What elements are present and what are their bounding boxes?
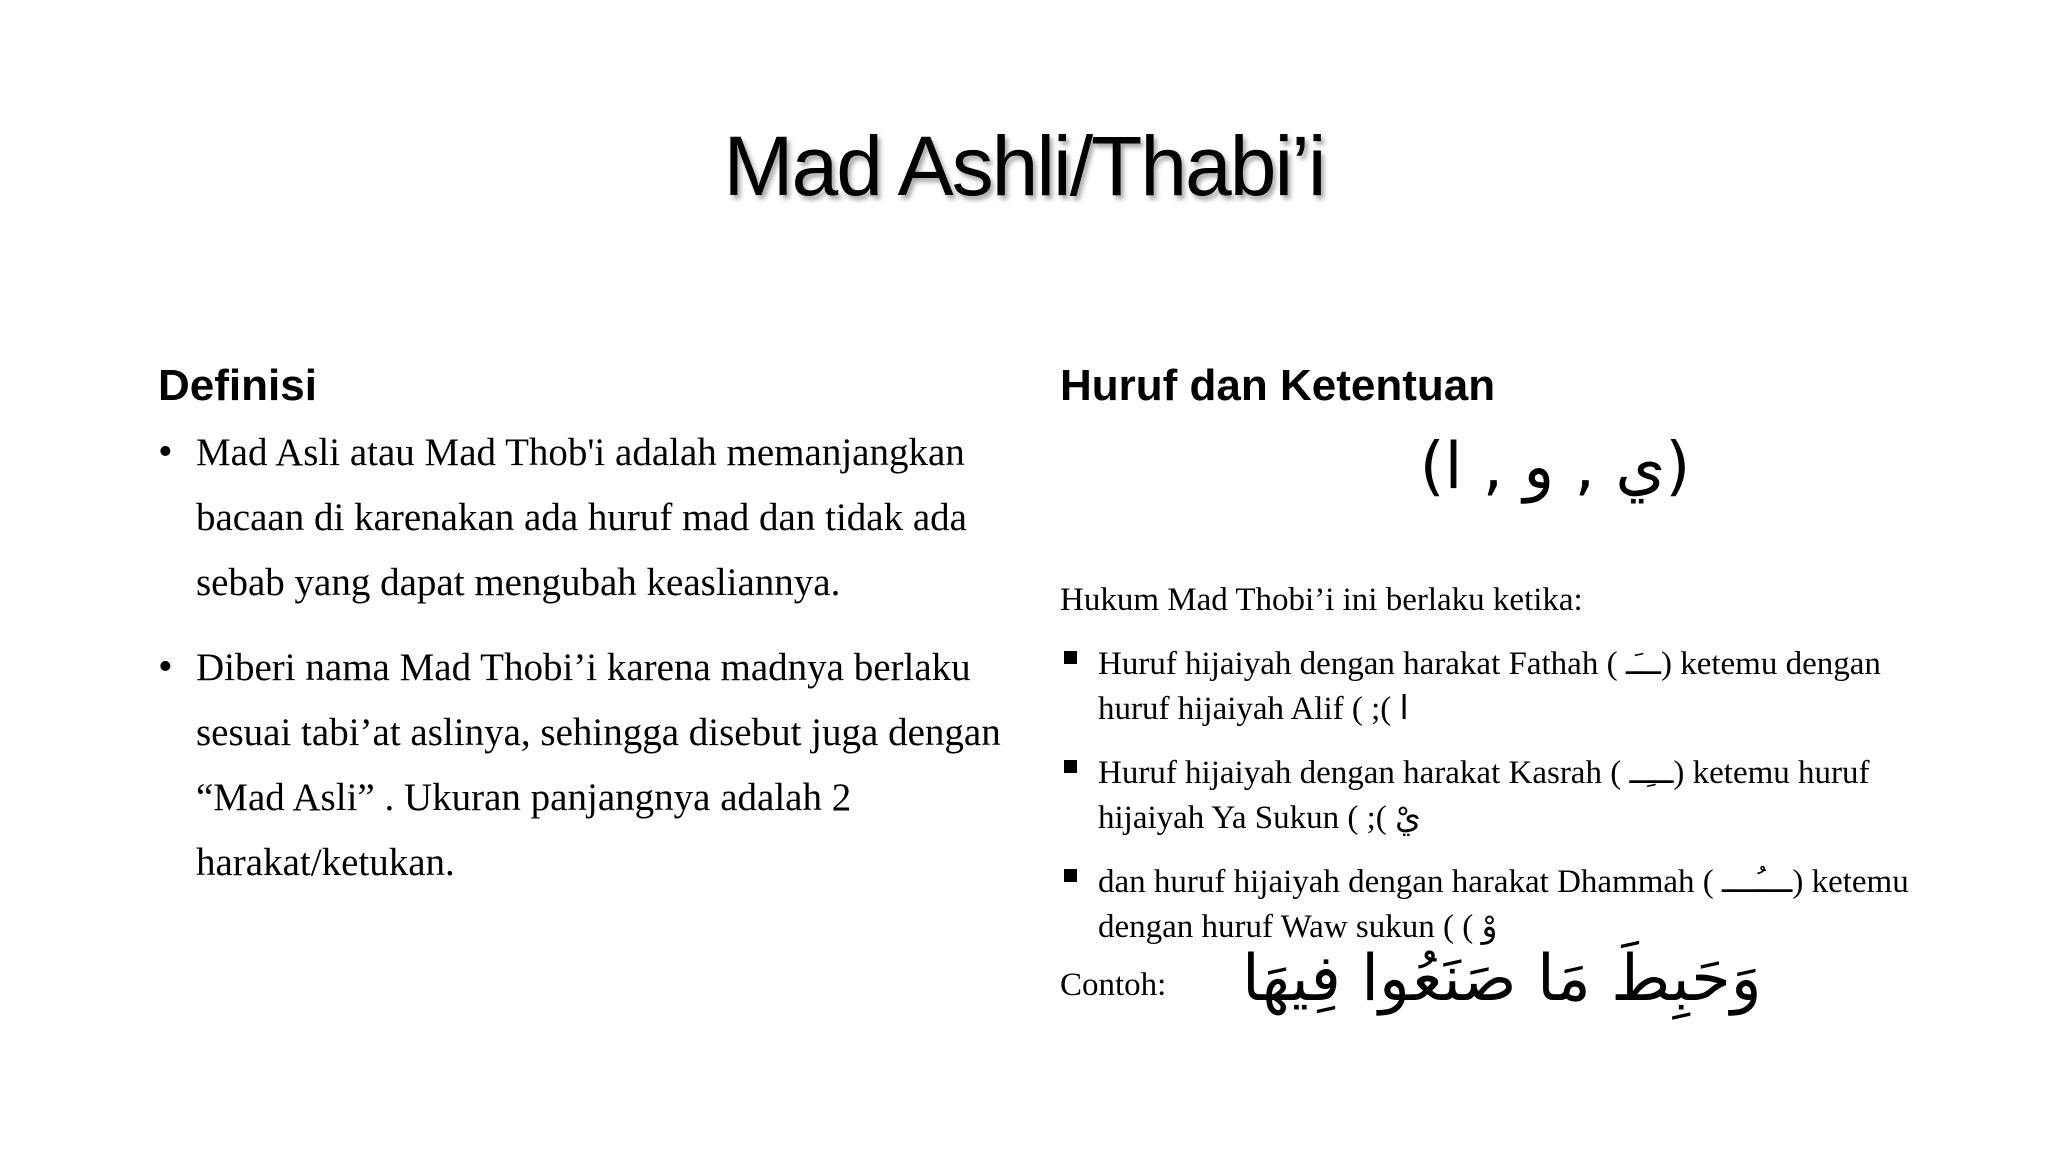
bullet-dot-icon: •	[158, 644, 173, 690]
definition-bullet-text: Mad Asli atau Mad Thob'i adalah memanjangkan bacaan di karenakan ada huruf mad dan tidak ada sebab yang dapat mengubah keasliannya.	[196, 431, 967, 604]
square-bullet-icon	[1064, 869, 1077, 882]
rule-item-kasrah	[1060, 751, 1920, 840]
slide-title: Mad Ashli/Thabi’i	[723, 119, 1325, 213]
harakat-mark: ـــَـ	[1625, 647, 1661, 682]
definition-heading: Definisi	[158, 361, 317, 410]
mad-letters: (ي , و , ا)	[1419, 430, 1691, 504]
definition-section	[158, 352, 1018, 895]
rule-item-dhammah	[1060, 860, 1920, 949]
harakat-mark: ــــُــــ	[1722, 865, 1793, 900]
example-label: Contoh:	[1060, 967, 1167, 1003]
definition-bullet-1	[158, 420, 1018, 615]
rules-heading: Huruf dan Ketentuan	[1060, 361, 1496, 410]
rule-text-after: ) ketemu dengan huruf Waw sukun ( ( وْ	[1098, 864, 1909, 945]
rules-intro: Hukum Mad Thobi’i ini berlaku ketika:	[1060, 582, 1583, 618]
harakat-mark: ـــِــ	[1629, 756, 1674, 791]
rule-text-after: ) ketemu dengan huruf hijaiyah Alif ( ;( ا	[1098, 646, 1881, 727]
square-bullet-icon	[1064, 651, 1077, 664]
bullet-dot-icon: •	[158, 429, 173, 475]
rule-item-fathah	[1060, 642, 1920, 731]
definition-bullet-2	[158, 635, 1018, 895]
rule-text-before: dan huruf hijaiyah dengan harakat Dhammah (	[1098, 864, 1723, 900]
rule-text-before: Huruf hijaiyah dengan harakat Kasrah (	[1098, 755, 1630, 791]
rule-text-before: Huruf hijaiyah dengan harakat Fathah (	[1098, 646, 1626, 682]
example-row	[1060, 942, 1920, 1063]
rule-text-after: ) ketemu huruf hijaiyah Ya Sukun ( ;( يْ	[1098, 755, 1870, 836]
definition-bullet-text: Diberi nama Mad Thobi’i karena madnya berlaku sesuai tabi’at aslinya, sehingga disebut juga dengan “Mad Asli” . Ukuran panjangnya adalah 2 harakat/ketukan.	[196, 646, 1001, 884]
example-arabic-verse: وَحَبِطَ مَا صَنَعُوا فِيهَا	[1242, 942, 1762, 1016]
rules-section	[1060, 352, 1920, 1063]
square-bullet-icon	[1064, 760, 1077, 773]
